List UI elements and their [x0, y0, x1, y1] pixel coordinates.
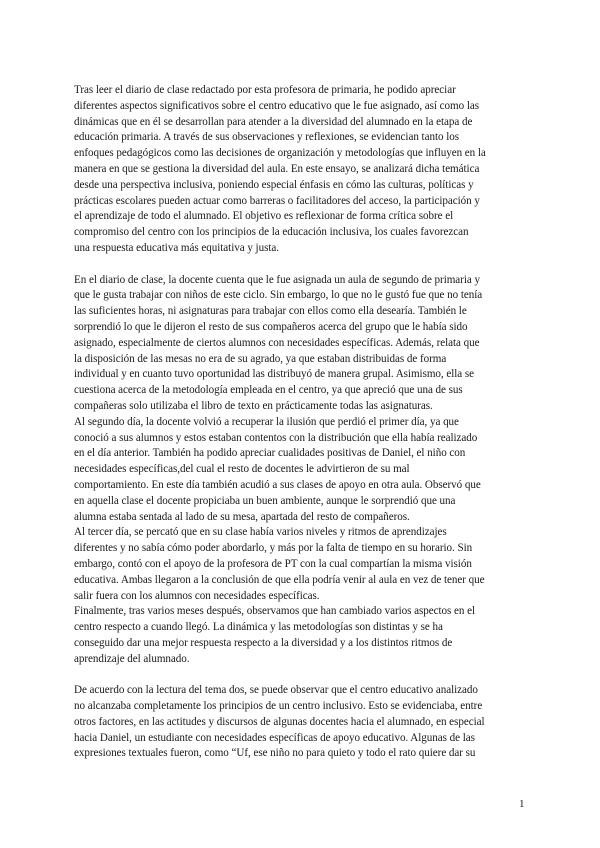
document-body [74, 83, 534, 762]
text-line: sorprendió lo que le dijeron el resto de sus compañeros acerca del grupo que le había sido [74, 320, 468, 333]
text-line: educativa. Ambas llegaron a la conclusión de que ella podría venir al aula en vez de tener que [74, 573, 485, 586]
text-line: la disposición de las mesas no era de su agrado, ya que estaban distribuidas de forma [74, 352, 447, 365]
text-line: cuestiona acerca de la metodología empleada en el centro, ya que apreció que una de sus [74, 384, 463, 397]
text-line: conoció a sus alumnos y estos estaban contentos con la distribución que ella había realizado [74, 431, 478, 444]
text-line: alumna estaba sentada al lado de su mesa, apartada del resto de compañeros. [74, 510, 410, 523]
text-line: compromiso del centro con los principios de la educación inclusiva, los cuales favorezcan [74, 226, 469, 239]
text-line: De acuerdo con la lectura del tema dos, se puede observar que el centro educativo analizado [74, 684, 478, 697]
paragraph-diary-summary [74, 273, 534, 668]
text-line: el aprendizaje de todo el alumnado. El objetivo es reflexionar de forma crítica sobre el [74, 210, 454, 223]
text-line: Finalmente, tras varios meses después, observamos que han cambiado varios aspectos en el [74, 605, 476, 618]
text-line: asignado, especialmente de ciertos alumnos con necesidades específicas. Además, relata que [74, 336, 480, 349]
text-line: Al tercer día, se percató que en su clase había varios niveles y ritmos de aprendizajes [74, 526, 447, 539]
paragraph-analysis [74, 683, 534, 762]
text-line: diferentes aspectos significativos sobre el centro educativo que le fue asignado, así como las [74, 99, 480, 112]
text-line: en el día anterior. También ha podido apreciar cualidades positivas de Daniel, el niño con [74, 447, 466, 460]
page-number: 1 [519, 798, 525, 810]
text-line: en aquella clase el docente propiciaba un buen ambiente, aunque le sorprendió que una [74, 494, 456, 507]
paragraph-spacer [74, 667, 534, 683]
text-line: conseguido dar una mejor respuesta respecto a la diversidad y a los distintos ritmos de [74, 636, 453, 649]
text-line: desde una perspectiva inclusiva, poniendo especial énfasis en cómo las culturas, políticas y [74, 178, 474, 191]
text-line: necesidades específicas,del cual el resto de docentes le advirtieron de su mal [74, 463, 410, 476]
text-line: comportamiento. En este día también acudió a sus clases de apoyo en otra aula. Observó que [74, 478, 481, 491]
text-line: En el diario de clase, la docente cuenta que le fue asignada un aula de segundo de primaria y [74, 273, 480, 286]
text-line: hacia Daniel, un estudiante con necesidades específicas de apoyo educativo. Algunas de las [74, 731, 475, 744]
text-line: aprendizaje del alumnado. [74, 652, 190, 665]
text-line: que le gusta trabajar con niños de este ciclo. Sin embargo, lo que no le gustó fue que no tenía [74, 289, 483, 302]
paragraph-spacer [74, 257, 534, 273]
text-line: diferentes y no sabía cómo poder abordarlo, y más por la falta de tiempo en su horario. Sin [74, 542, 473, 555]
text-line: no alcanzaba completamente los principios de un centro inclusivo. Esto se evidenciaba, entre [74, 700, 483, 713]
text-line: individual y en cuanto tuvo oportunidad las distribuyó de manera grupal. Asimismo, ella se [74, 368, 475, 381]
text-line: dinámicas que en él se desarrollan para atender a la diversidad del alumnado en la etapa de [74, 115, 473, 128]
text-line: prácticas escolares pueden actuar como barreras o facilitadores del acceso, la participación y [74, 194, 480, 207]
text-line: Tras leer el diario de clase redactado por esta profesora de primaria, he podido apreciar [74, 84, 456, 96]
text-line: las suficientes horas, ni asignaturas para trabajar con ellos como ella desearía. También le [74, 305, 467, 318]
text-line: expresiones textuales fueron, como “Uf, ese niño no para quieto y todo el rato quiere dar su [74, 747, 476, 760]
text-line: manera en que se gestiona la diversidad del aula. En este ensayo, se analizará dicha temática [74, 162, 480, 175]
text-line: una respuesta educativa más equitativa y justa. [74, 241, 279, 254]
text-line: Al segundo día, la docente volvió a recuperar la ilusión que perdió el primer día, ya que [74, 415, 459, 428]
text-line: centro respecto a cuando llegó. La dinámica y las metodologías son distintas y se ha [74, 621, 443, 634]
paragraph-introduction [74, 83, 534, 257]
text-line: enfoques pedagógicos como las decisiones de organización y metodologías que influyen en la [74, 147, 486, 160]
text-line: educación primaria. A través de sus observaciones y reflexiones, se evidencian tanto los [74, 131, 459, 144]
text-line: embargo, contó con el apoyo de la profesora de PT con la cual compartían la misma visión [74, 557, 472, 570]
text-line: salir fuera con los alumnos con necesidades específicas. [74, 589, 320, 602]
text-line: otros factores, en las actitudes y discursos de algunas docentes hacia el alumnado, en especial [74, 715, 485, 728]
text-line: compañeras solo utilizaba el libro de texto en prácticamente todas las asignaturas. [74, 399, 433, 412]
